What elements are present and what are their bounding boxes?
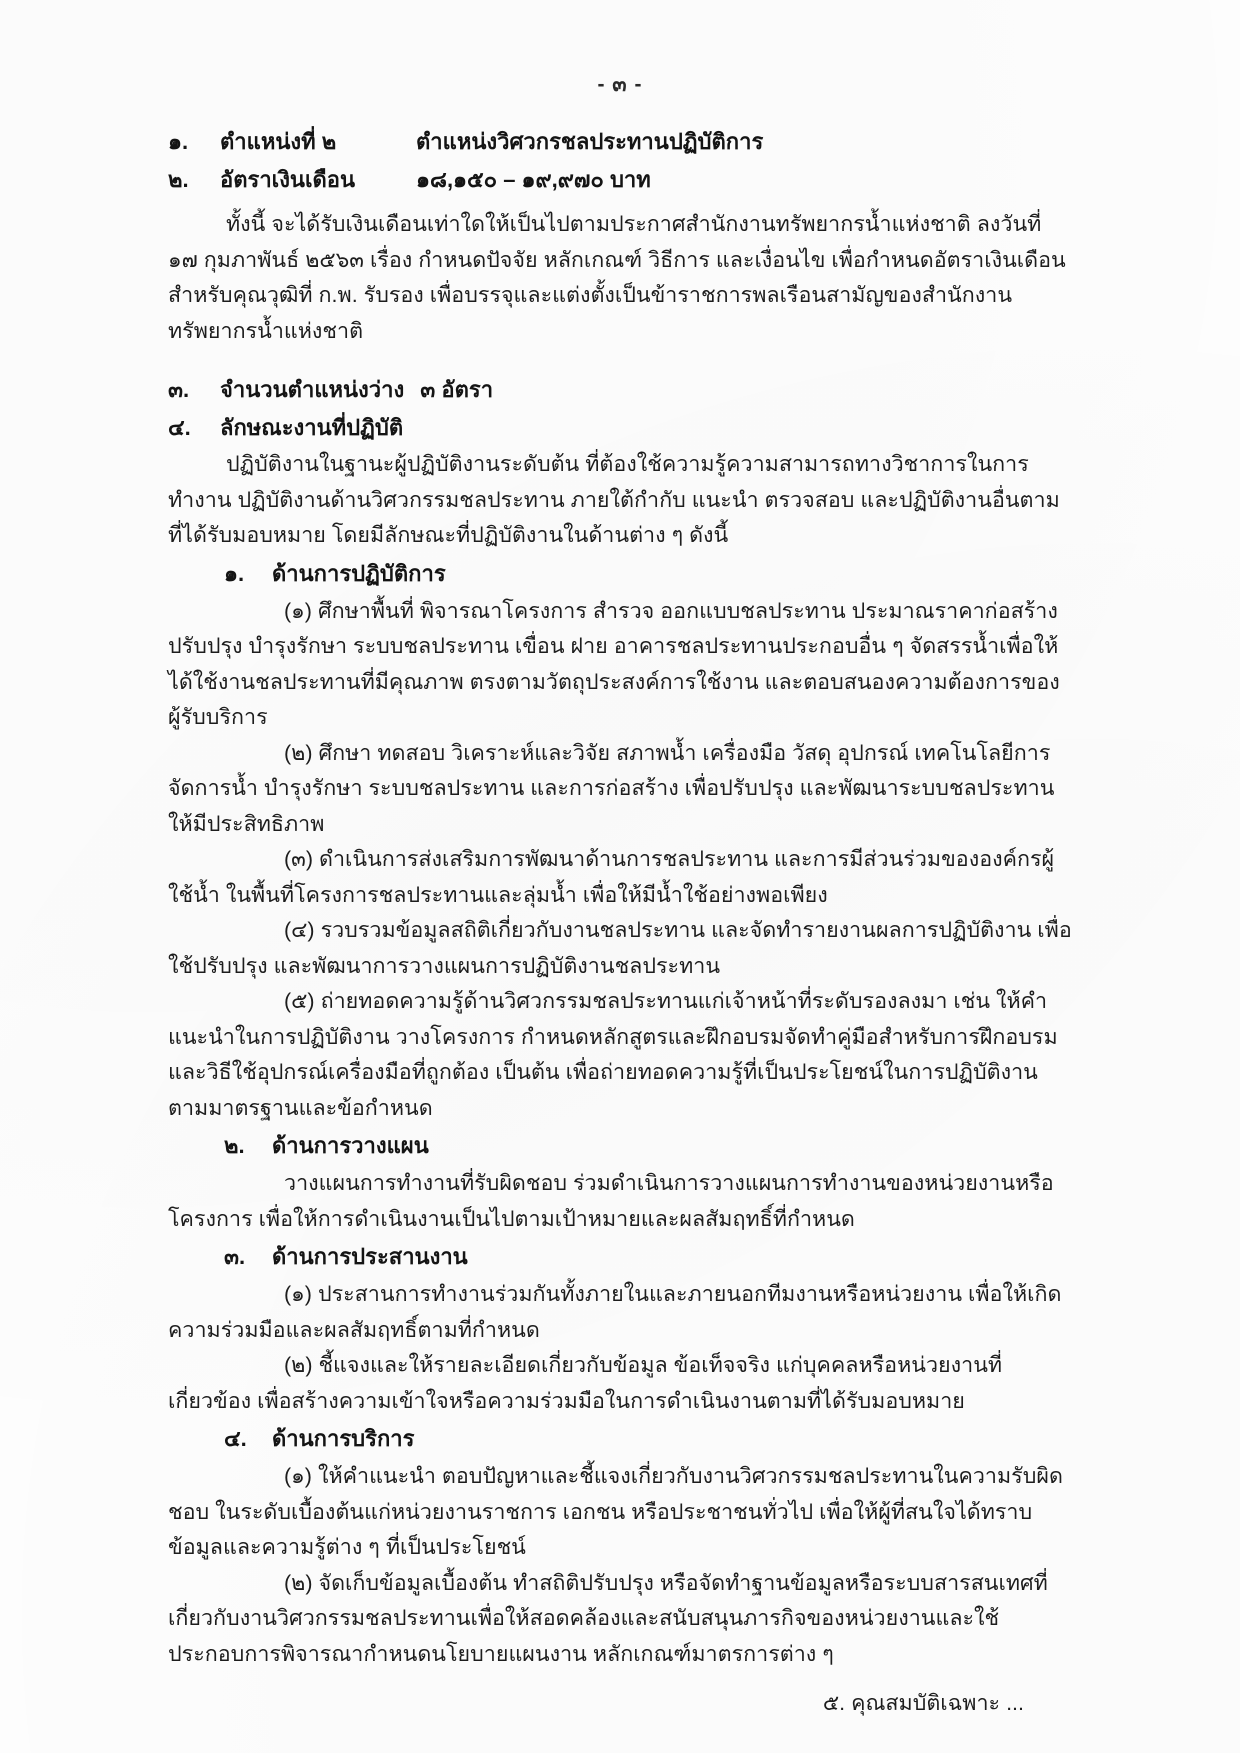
page-number: - ๓ - [597, 73, 643, 96]
continuation-note: ๕. คุณสมบัติเฉพาะ ... [822, 1691, 1024, 1715]
section-heading-2 [168, 1126, 1072, 1166]
section-2-paragraph-1: วางแผนการทำงานที่รับผิดชอบ ร่วมดำเนินการวางแผนการทำงานของหน่วยงานหรือโครงการ เพื่อให้การดำเนินงานเป็นไปตามเป้าหมายและผลสัมฤทธิ์ที่กำหนด [168, 1171, 1054, 1231]
salary-label: อัตราเงินเดือน [220, 167, 356, 192]
section-3-paragraph-1: (๑) ประสานการทำงานร่วมกันทั้งภายในและภายนอกทีมงานหรือหน่วยงาน เพื่อให้เกิดความร่วมมือและผลสัมฤทธิ์ตามที่กำหนด [168, 1282, 1062, 1342]
section-1-paragraph-5: (๕) ถ่ายทอดความรู้ด้านวิศวกรรมชลประทานแก่เจ้าหน้าที่ระดับรองลงมา เช่น ให้คำแนะนำในการปฏิบัติงาน วางโครงการ กำหนดหลักสูตรและฝึกอบรมจัดทำคู่มือสำหรับการฝึกอบรมและวิธีใช้อุปกรณ์เครื่องมือที่ถูกต้อง เป็นต้น เพื่อถ่ายทอดความรู้ที่เป็นประโยชน์ในการปฏิบัติงานตามมาตรฐานและข้อกำหนด [168, 989, 1058, 1120]
section-title-4: ด้านการบริการ [272, 1426, 415, 1451]
vacancies-number: ๓. [168, 377, 190, 402]
section-number-4: ๔. [224, 1426, 247, 1451]
section-title-3: ด้านการประสานงาน [272, 1244, 468, 1269]
section-heading-3 [168, 1237, 1072, 1277]
section-1-paragraph-1: (๑) ศึกษาพื้นที่ พิจารณาโครงการ สำรวจ ออกแบบชลประทาน ประมาณราคาก่อสร้าง ปรับปรุง บำรุงรักษา ระบบชลประทาน เขื่อน ฝาย อาคารชลประทานประกอบอื่น ๆ จัดสรรน้ำเพื่อให้ได้ใช้งานชลประทานที่มีคุณภาพ ตรงตามวัตถุประสงค์การใช้งาน และตอบสนองความต้องการของผู้รับบริการ [168, 598, 1060, 729]
section-heading-1 [168, 554, 1072, 594]
section-1-paragraph-4: (๔) รวบรวมข้อมูลสถิติเกี่ยวกับงานชลประทาน และจัดทำรายงานผลการปฏิบัติงาน เพื่อใช้ปรับปรุง และพัฒนาการวางแผนการปฏิบัติงานชลประทาน [168, 918, 1072, 978]
section-heading-4 [168, 1419, 1072, 1459]
salary-row [168, 161, 1072, 199]
vacancies-label: จำนวนตำแหน่งว่าง [220, 377, 405, 402]
section-1-paragraph-2: (๒) ศึกษา ทดสอบ วิเคราะห์และวิจัย สภาพน้ำ เครื่องมือ วัสดุ อุปกรณ์ เทคโนโลยีการจัดการน้ำ บำรุงรักษา ระบบชลประทาน และการก่อสร้าง เพื่อปรับปรุง และพัฒนาระบบชลประทานให้มีประสิทธิภาพ [168, 740, 1055, 836]
section-4-paragraph-1: (๑) ให้คำแนะนำ ตอบปัญหาและชี้แจงเกี่ยวกับงานวิศวกรรมชลประทานในความรับผิดชอบ ในระดับเบื้องต้นแก่หน่วยงานราชการ เอกชน หรือประชาชนทั่วไป เพื่อให้ผู้ที่สนใจได้ทราบข้อมูลและความรู้ต่าง ๆ ที่เป็นประโยชน์ [168, 1464, 1063, 1559]
section-number-1: ๑. [224, 560, 245, 586]
salary-note: ทั้งนี้ จะได้รับเงินเดือนเท่าใดให้เป็นไปตามประกาศสำนักงานทรัพยากรน้ำแห่งชาติ ลงวันที่ ๑๗ กุมภาพันธ์ ๒๕๖๓ เรื่อง กำหนดปัจจัย หลักเกณฑ์ วิธีการ และเงื่อนไข เพื่อกำหนดอัตราเงินเดือน สำหรับคุณวุฒิที่ ก.พ. รับรอง เพื่อบรรจุและแต่งตั้งเป็นข้าราชการพลเรือนสามัญของสำนักงานทรัพยากรน้ำแห่งชาติ [168, 212, 1066, 343]
section-number-3: ๓. [224, 1244, 246, 1269]
position-number: ๑. [168, 129, 189, 154]
duties-row [168, 409, 1072, 447]
duties-label: ลักษณะงานที่ปฏิบัติ [220, 415, 404, 440]
salary-value: ๑๘,๑๕๐ – ๑๙,๙๗๐ บาท [416, 167, 651, 192]
section-4-paragraph-2: (๒) จัดเก็บข้อมูลเบื้องต้น ทำสถิติปรับปรุง หรือจัดทำฐานข้อมูลหรือระบบสารสนเทศที่เกี่ยวกับงานวิศวกรรมชลประทานเพื่อให้สอดคล้องและสนับสนุนภารกิจของหน่วยงานและใช้ประกอบการพิจารณากำหนดนโยบายแผนงาน หลักเกณฑ์มาตรการต่าง ๆ [168, 1570, 1048, 1666]
salary-number: ๒. [168, 167, 189, 192]
section-3-paragraph-2: (๒) ชี้แจงและให้รายละเอียดเกี่ยวกับข้อมูล ข้อเท็จจริง แก่บุคคลหรือหน่วยงานที่เกี่ยวข้อง เพื่อสร้างความเข้าใจหรือความร่วมมือในการดำเนินงานตามที่ได้รับมอบหมาย [168, 1353, 1003, 1413]
duties-intro: ปฏิบัติงานในฐานะผู้ปฏิบัติงานระดับต้น ที่ต้องใช้ความรู้ความสามารถทางวิชาการในการทำงาน ปฏิบัติงานด้านวิศวกรรมชลประทาน ภายใต้กำกับ แนะนำ ตรวจสอบ และปฏิบัติงานอื่นตามที่ได้รับมอบหมาย โดยมีลักษณะที่ปฏิบัติงานในด้านต่าง ๆ ดังนี้ [168, 452, 1060, 547]
section-title-2: ด้านการวางแผน [272, 1133, 429, 1158]
position-row [168, 123, 1072, 161]
position-label: ตำแหน่งที่ ๒ [220, 129, 337, 154]
section-title-1: ด้านการปฏิบัติการ [272, 560, 446, 586]
vacancies-value: ๓ อัตรา [420, 377, 494, 402]
vacancies-row [168, 371, 1072, 409]
section-number-2: ๒. [224, 1133, 245, 1158]
duties-number: ๔. [168, 415, 191, 440]
page-content [168, 0, 1072, 1720]
section-1-paragraph-3: (๓) ดำเนินการส่งเสริมการพัฒนาด้านการชลประทาน และการมีส่วนร่วมขององค์กรผู้ใช้น้ำ ในพื้นที่โครงการชลประทานและลุ่มน้ำ เพื่อให้มีน้ำใช้อย่างพอเพียง [168, 847, 1055, 907]
position-value: ตำแหน่งวิศวกรชลประทานปฏิบัติการ [416, 129, 764, 154]
